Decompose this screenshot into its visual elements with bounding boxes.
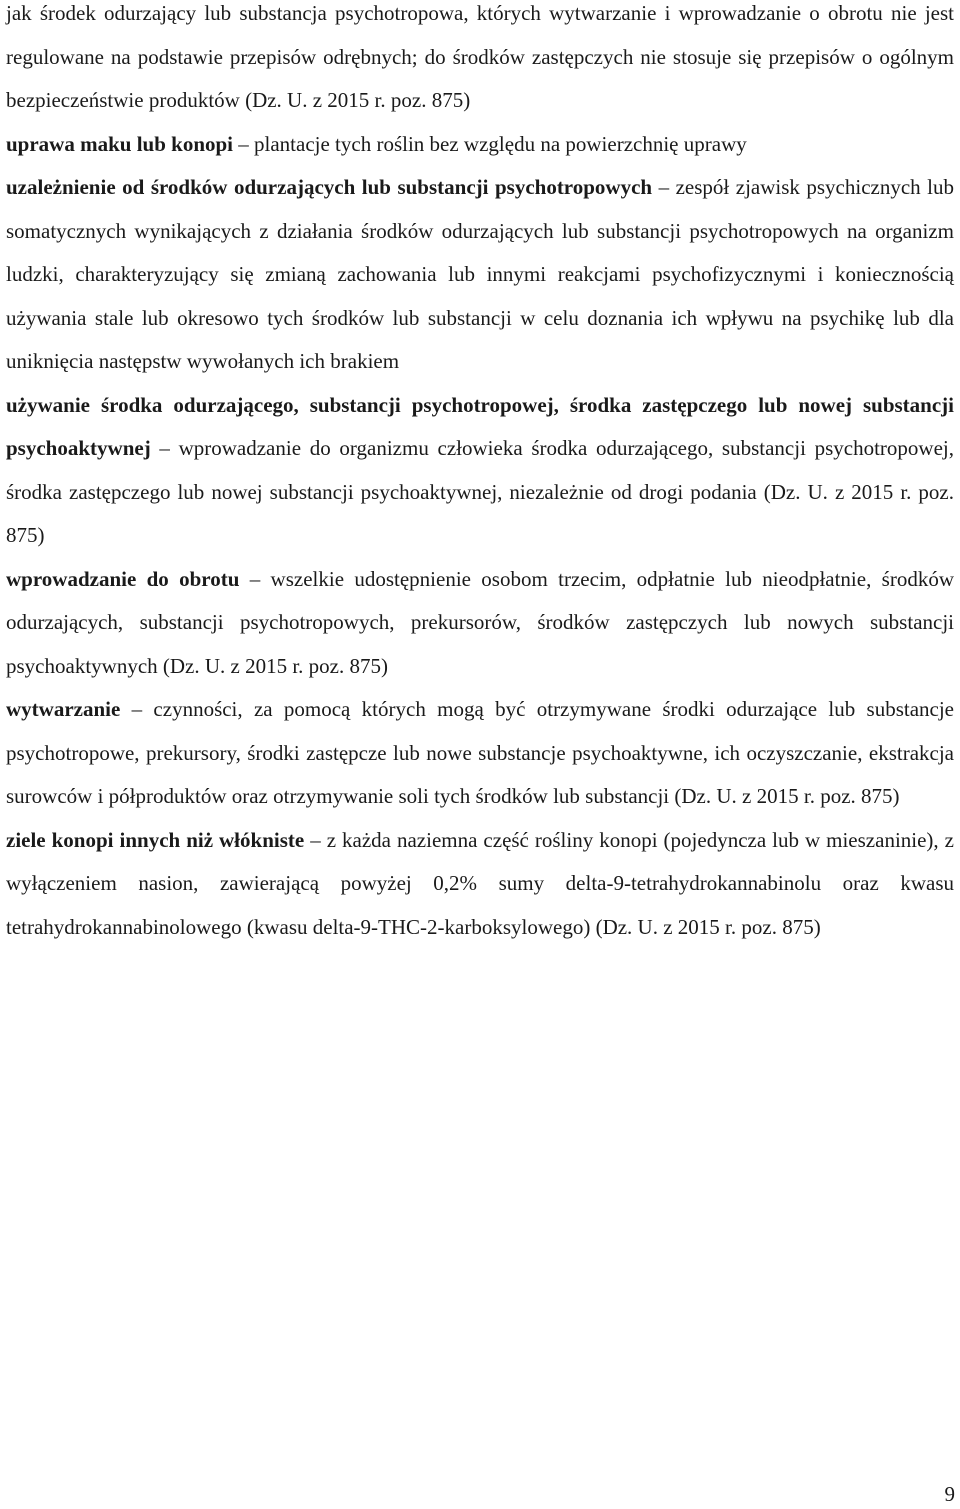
definition-text: – zespół zjawisk psychicznych lub somatycznych wynikających z działania środków odurzających lub substancji psychotropowych na organizm ludzki, charakteryzujący się zmianą zachowania lub innymi reakcjami psychofizycznymi i koniecznością używania stale lub okresowo tych środków lub substancji w celu doznania ich wpływu na psychikę lub dla uniknięcia następstw wywołanych ich brakiem bbox=[6, 175, 955, 373]
definition-wytwarzanie bbox=[6, 688, 954, 819]
definition-text: – wprowadzanie do organizmu człowieka środka odurzającego, substancji psychotropowej, środka zastępczego lub nowej substancji psychoaktywnej, niezależnie od drogi podania (Dz. U. z 2015 r. poz. 875) bbox=[6, 436, 954, 547]
definition-term: ziele konopi innych niż włókniste bbox=[6, 827, 305, 852]
definition-text: – plantacje tych roślin bez względu na powierzchnię uprawy bbox=[233, 131, 747, 156]
definition-term: używanie środka odurzającego, substancji psychotropowej, środka zastępczego lub nowej substancji psychoaktywnej bbox=[6, 392, 954, 460]
definition-term: wytwarzanie bbox=[6, 697, 121, 721]
definition-term: uprawa maku lub konopi bbox=[6, 131, 234, 156]
document-page bbox=[6, 0, 954, 949]
definition-text: – wszelkie udostępnienie osobom trzecim, odpłatnie lub nieodpłatnie, środków odurzających, substancji psychotropowych, prekursorów, środków zastępczych lub nowych substancji psychoaktywnych (Dz. U. z 2015 r. poz. 875) bbox=[6, 566, 954, 678]
definition-uzywanie bbox=[6, 384, 954, 558]
definition-text: – z każda naziemna część rośliny konopi (pojedyncza lub w mieszaninie), z wyłączeniem nasion, zawierającą powyżej 0,2% sumy delta-9-tetrahydrokannabinolu oraz kwasu tetrahydrokannabinolowego (kwasu delta-9-THC-2-karboksylowego) (Dz. U. z 2015 r. poz. 875) bbox=[6, 827, 954, 939]
definition-wprowadzanie-do-obrotu bbox=[6, 558, 954, 689]
page-number: 9 bbox=[944, 1482, 955, 1506]
definition-term: uzależnienie od środków odurzających lub substancji psychotropowych bbox=[6, 175, 653, 199]
definition-text: – czynności, za pomocą których mogą być otrzymywane środki odurzające lub substancje psychotropowe, prekursory, środki zastępcze lub nowe substancje psychoaktywne, ich oczyszczanie, ekstrakcja surowców i półproduktów oraz otrzymywanie soli tych środków lub substancji (Dz. U. z 2015 r. poz. 875) bbox=[6, 697, 954, 808]
definition-ziele-konopi bbox=[6, 819, 954, 950]
definition-term: wprowadzanie do obrotu bbox=[6, 566, 240, 591]
definition-uprawa-maku bbox=[6, 123, 954, 167]
definition-uzaleznienie bbox=[6, 166, 954, 384]
intro-paragraph: jak środek odurzający lub substancja psychotropowa, których wytwarzanie i wprowadzanie o obrotu nie jest regulowane na podstawie przepisów odrębnych; do środków zastępczych nie stosuje się przepisów o ogólnym bezpieczeństwie produktów (Dz. U. z 2015 r. poz. 875) bbox=[6, 1, 954, 112]
